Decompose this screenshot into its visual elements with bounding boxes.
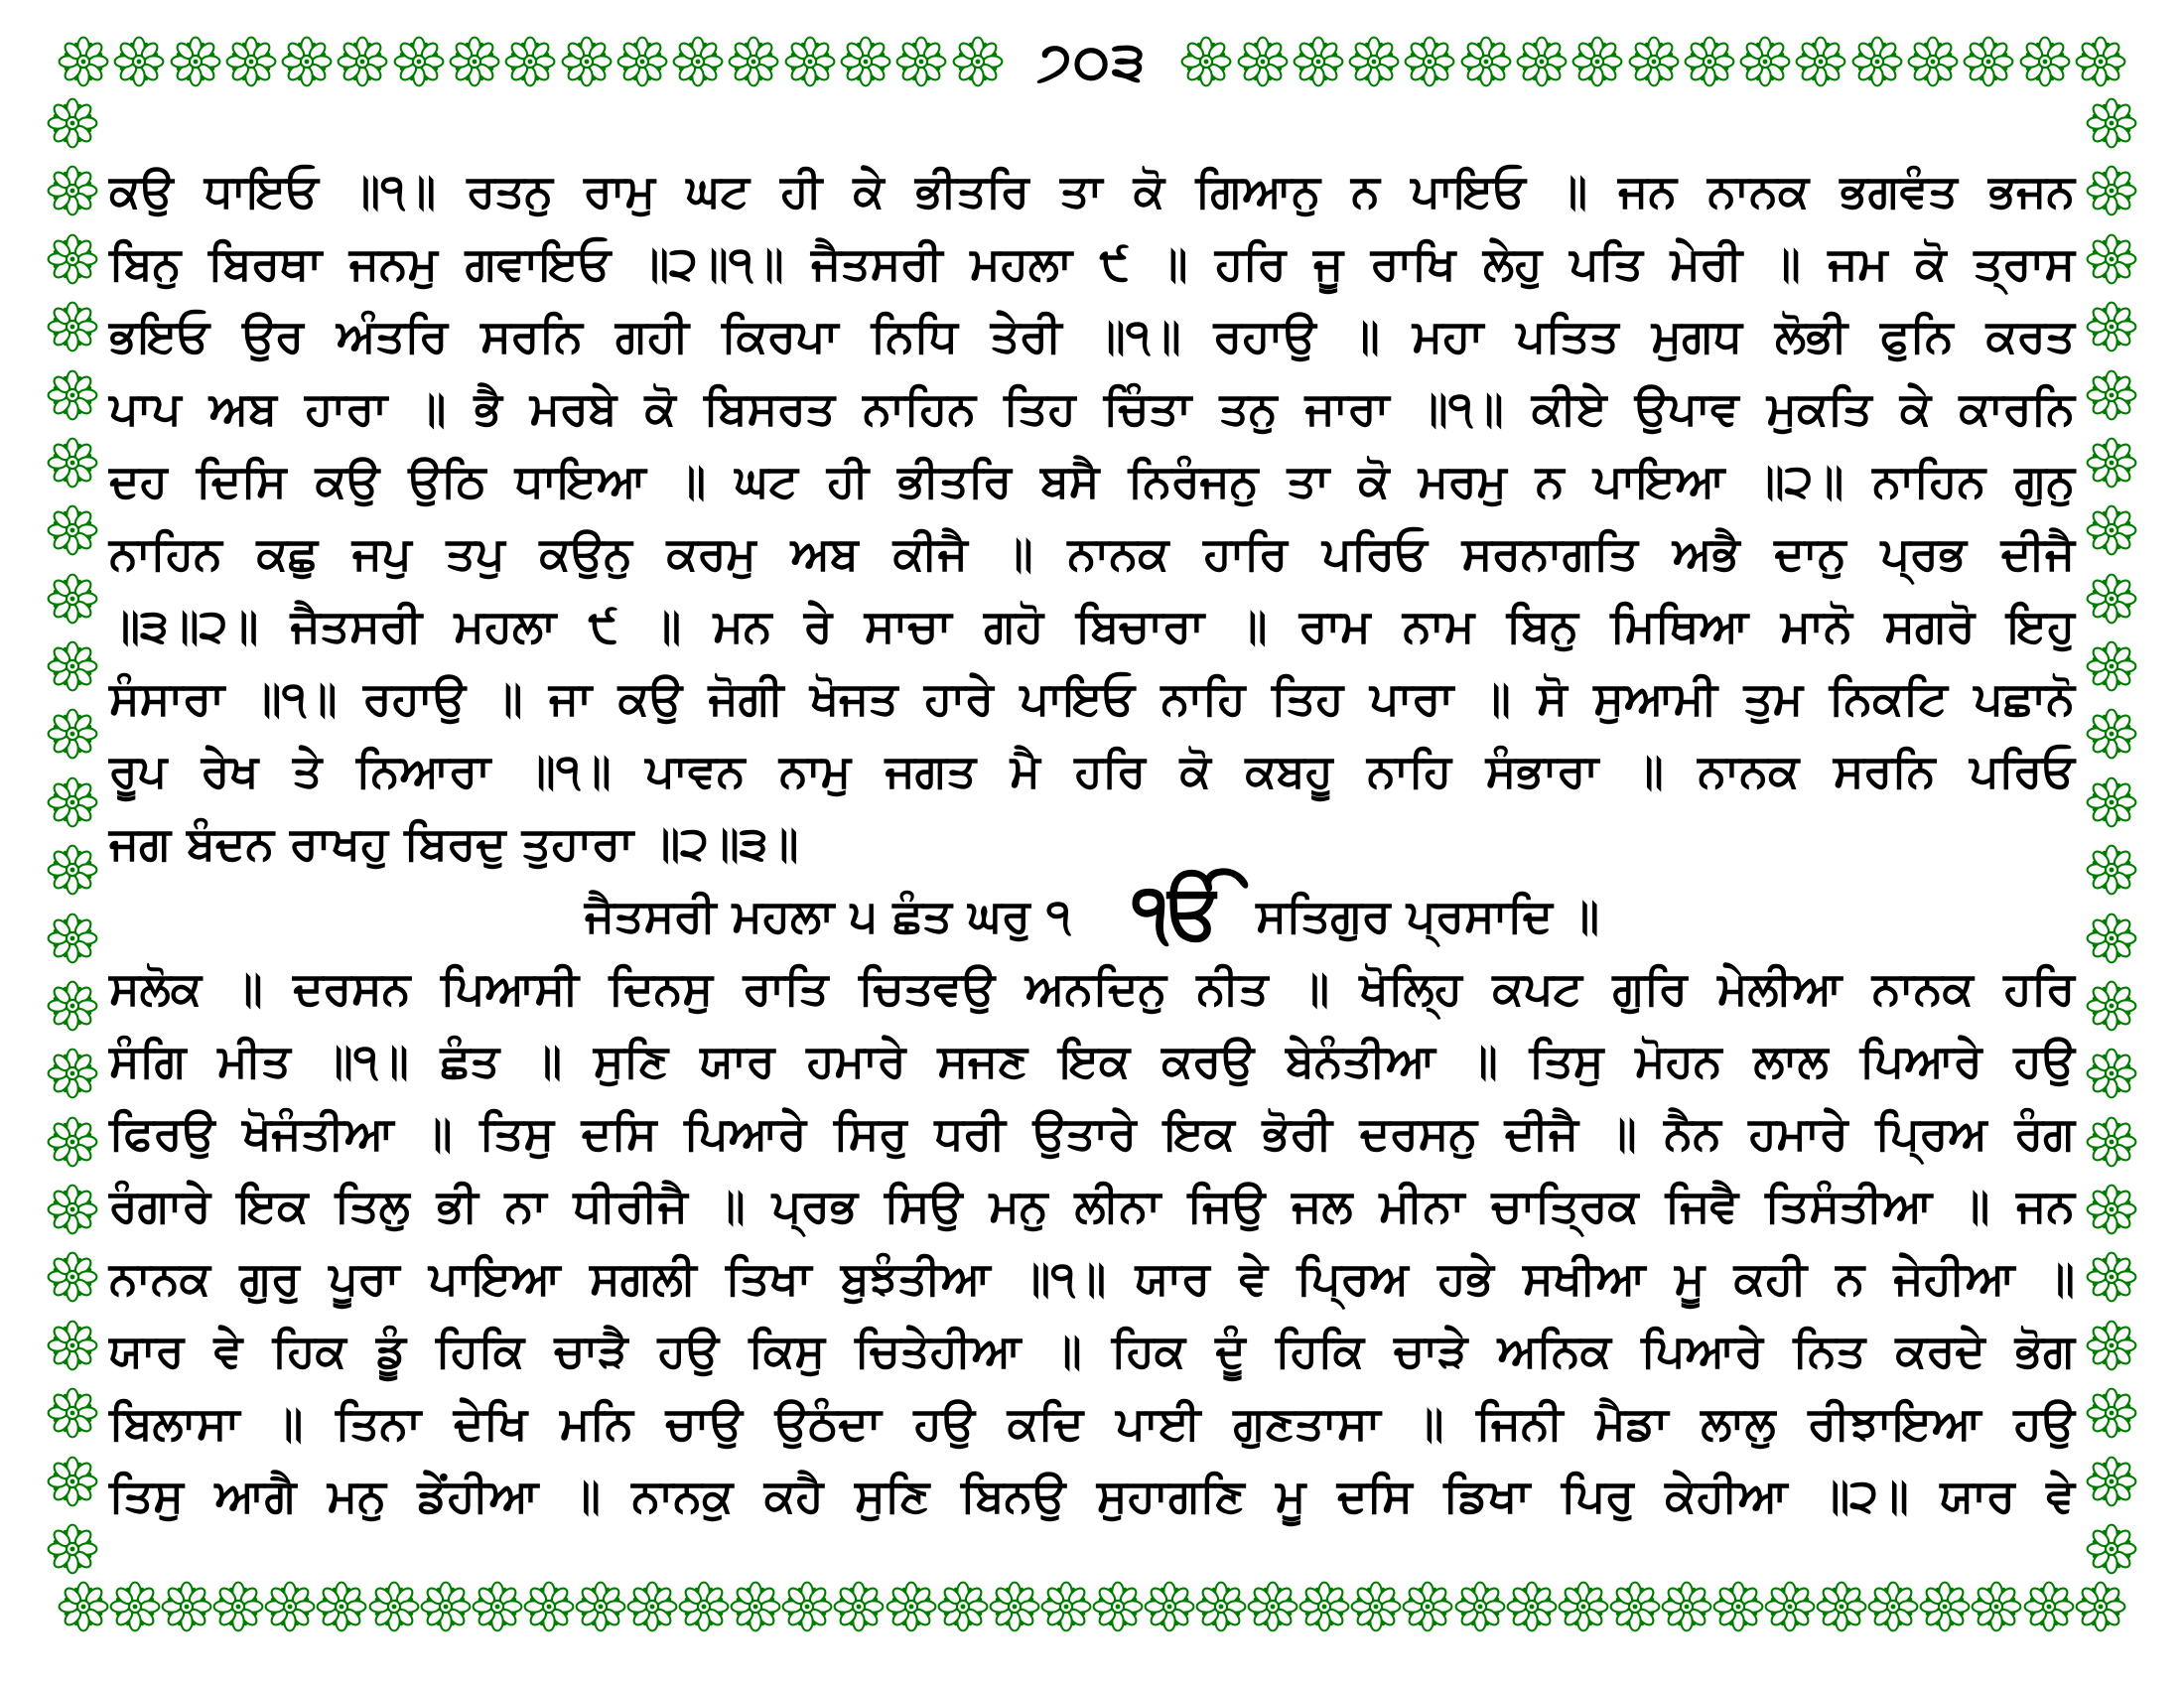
flower-ornament-icon [316,1581,367,1632]
text-line: ਸੰਸਾਰਾ ॥੧॥ ਰਹਾਉ ॥ ਜਾ ਕਉ ਜੋਗੀ ਖੋਜਤ ਹਾਰੇ ਪਾਇਓ ਨਾਹਿ ਤਿਹ ਪਾਰਾ ॥ ਸੋ ਸੁਆਮੀ ਤੁਮ ਨਿਕਟਿ ਪਛਾਨੋ [109,671,2075,725]
flower-ornament-icon [2086,369,2137,421]
flower-ornament-icon [1195,1581,1247,1632]
flower-ornament-icon [1739,36,1791,87]
text-line: ਰੂਪ ਰੇਖ ਤੇ ਨਿਆਰਾ ॥੧॥ ਪਾਵਨ ਨਾਮੁ ਜਗਤ ਮੈ ਹਰਿ ਕੋ ਕਬਹੂ ਨਾਹਿ ਸੰਭਾਰਾ ॥ ਨਾਨਕ ਸਰਨਿ ਪਰਿਓ [109,744,2075,797]
text-line: ਭਇਓ ਉਰ ਅੰਤਰਿ ਸਰਨਿ ਗਹੀ ਕਿਰਪਾ ਨਿਧਿ ਤੇਰੀ ॥੧॥ ਰਹਾਉ ॥ ਮਹਾ ਪਤਿਤ ਮੁਗਧ ਲੋਭੀ ਫੁਨਿ ਕਰਤ [109,309,2075,362]
flower-ornament-icon [937,1581,989,1632]
flower-ornament-icon [1454,1581,1506,1632]
flower-ornament-icon [47,708,98,760]
top-border-left-flowers [58,36,1004,87]
flower-ornament-icon [2086,437,2137,489]
flower-ornament-icon [1609,1581,1661,1632]
flower-ornament-icon [2086,1251,2137,1303]
flower-ornament-icon [2086,844,2137,896]
flower-ornament-icon [728,36,779,87]
flower-ornament-icon [368,1581,420,1632]
flower-ornament-icon [2086,1523,2137,1575]
flower-ornament-icon [58,36,109,87]
flower-ornament-icon [47,437,98,489]
text-line: ਰੰਗਾਰੇ ਇਕ ਤਿਲੁ ਭੀ ਨਾ ਧੀਰੀਜੈ ॥ ਪ੍ਰਭ ਸਿਉ ਮਨੁ ਲੀਨਾ ਜਿਉ ਜਲ ਮੀਨਾ ਚਾਤ੍ਰਿਕ ਜਿਵੈ ਤਿਸੰਤੀਆ ॥ ਜਨ [109,1179,2075,1232]
flower-ornament-icon [1144,1581,1195,1632]
flower-ornament-icon [1963,36,2014,87]
flower-ornament-icon [2086,776,2137,828]
flower-ornament-icon [225,36,277,87]
top-border-right-flowers [1180,36,2126,87]
flower-ornament-icon [672,36,724,87]
text-line: ਯਾਰ ਵੇ ਹਿਕ ਡੂੰ ਹਿਕਿ ਚਾੜੈ ਹਉ ਕਿਸੁ ਚਿਤੇਹੀਆ ॥ ਹਿਕ ਦੂੰ ਹਿਕਿ ਚਾੜੇ ਅਨਿਕ ਪਿਆਰੇ ਨਿਤ ਕਰਦੇ ਭੋਗ [109,1324,2075,1377]
text-line: ਨਾਨਕ ਗੁਰੁ ਪੂਰਾ ਪਾਇਆ ਸਗਲੀ ਤਿਖਾ ਬੁਝੰਤੀਆ ॥੧॥ ਯਾਰ ਵੇ ਪ੍ਰਿਅ ਹਭੇ ਸਖੀਆ ਮੂ ਕਹੀ ਨ ਜੇਹੀਆ ॥ [109,1251,2075,1305]
flower-ornament-icon [2086,913,2137,964]
flower-ornament-icon [840,36,891,87]
flower-ornament-icon [1816,1581,1867,1632]
flower-ornament-icon [420,1581,472,1632]
flower-ornament-icon [2086,165,2137,216]
flower-ornament-icon [2019,36,2071,87]
flower-ornament-icon [952,36,1004,87]
flower-ornament-icon [2086,1320,2137,1371]
flower-ornament-icon [47,233,98,285]
flower-ornament-icon [730,1581,781,1632]
flower-ornament-icon [1867,1581,1919,1632]
flower-ornament-icon [2086,233,2137,285]
flower-ornament-icon [47,844,98,896]
flower-ornament-icon [895,36,947,87]
flower-ornament-icon [2086,1456,2137,1507]
flower-ornament-icon [2086,708,2137,760]
flower-ornament-icon [1040,1581,1092,1632]
flower-ornament-icon [1247,1581,1298,1632]
flower-ornament-icon [47,573,98,625]
flower-ornament-icon [833,1581,885,1632]
bottom-border [58,1581,2126,1632]
text-line: ਪਾਪ ਅਬ ਹਾਰਾ ॥ ਭੈ ਮਰਬੇ ਕੋ ਬਿਸਰਤ ਨਾਹਿਨ ਤਿਹ ਚਿੰਤਾ ਤਨੁ ਜਾਰਾ ॥੧॥ ਕੀਏ ਉਪਾਵ ਮੁਕਤਿ ਕੇ ਕਾਰਨਿ [109,381,2075,435]
scripture-text-block [109,155,2075,1532]
flower-ornament-icon [47,776,98,828]
flower-ornament-icon [678,1581,730,1632]
page-number: ੭੦੩ [1036,30,1148,92]
flower-ornament-icon [161,1581,212,1632]
text-line: ਕਉ ਧਾਇਓ ॥੧॥ ਰਤਨੁ ਰਾਮੁ ਘਟ ਹੀ ਕੇ ਭੀਤਰਿ ਤਾ ਕੋ ਗਿਆਨੁ ਨ ਪਾਇਓ ॥ ਜਨ ਨਾਨਕ ਭਗਵੰਤ ਭਜਨ [109,164,2075,217]
flower-ornament-icon [393,36,445,87]
flower-ornament-icon [2075,36,2126,87]
flower-ornament-icon [1237,36,1289,87]
text-line: ਨਾਹਿਨ ਕਛੁ ਜਪੁ ਤਪੁ ਕਉਨੁ ਕਰਮੁ ਅਬ ਕੀਜੈ ॥ ਨਾਨਕ ਹਾਰਿ ਪਰਿਓ ਸਰਨਾਗਤਿ ਅਭੈ ਦਾਨੁ ਪ੍ਰਭ ਦੀਜੈ [109,526,2075,580]
flower-ornament-icon [1764,1581,1816,1632]
flower-ornament-icon [170,36,221,87]
text-line: ਤਿਸੁ ਆਗੈ ਮਨੁ ਡੇਂਹੀਆ ॥ ਨਾਨਕੁ ਕਹੈ ਸੁਣਿ ਬਿਨਉ ਸੁਹਾਗਣਿ ਮੂ ਦਸਿ ਡਿਖਾ ਪਿਰੁ ਕੇਹੀਆ ॥੨॥ ਯਾਰ ਵੇ [109,1469,2075,1522]
flower-ornament-icon [2086,573,2137,625]
flower-ornament-icon [47,913,98,964]
flower-ornament-icon [1298,1581,1350,1632]
flower-ornament-icon [1712,1581,1764,1632]
flower-ornament-icon [504,36,556,87]
flower-ornament-icon [47,1387,98,1439]
flower-ornament-icon [2086,1184,2137,1235]
flower-ornament-icon [1516,36,1568,87]
text-line: ਬਿਨੁ ਬਿਰਥਾ ਜਨਮੁ ਗਵਾਇਓ ॥੨॥੧॥ ਜੈਤਸਰੀ ਮਹਲਾ ੯ ॥ ਹਰਿ ਜੂ ਰਾਖਿ ਲੇਹੁ ਪਤਿ ਮੇਰੀ ॥ ਜਮ ਕੋ ਤ੍ਰਾਸ [109,236,2075,290]
flower-ornament-icon [1907,36,1959,87]
flower-ornament-icon [561,36,613,87]
flower-ornament-icon [2075,1581,2126,1632]
top-border [58,30,2126,92]
flower-ornament-icon [2086,640,2137,692]
flower-ornament-icon [2086,980,2137,1032]
flower-ornament-icon [47,640,98,692]
flower-ornament-icon [1971,1581,2022,1632]
flower-ornament-icon [1293,36,1344,87]
flower-ornament-icon [989,1581,1040,1632]
flower-ornament-icon [113,36,165,87]
flower-ornament-icon [47,97,98,149]
flower-ornament-icon [1460,36,1512,87]
flower-ornament-icon [47,1523,98,1575]
flower-ornament-icon [47,165,98,216]
flower-ornament-icon [2086,1116,2137,1168]
flower-ornament-icon [1506,1581,1558,1632]
text-line: ਸੰਗਿ ਮੀਤ ॥੧॥ ਛੰਤ ॥ ਸੁਣਿ ਯਾਰ ਹਮਾਰੇ ਸਜਣ ਇਕ ਕਰਉ ਬੇਨੰਤੀਆ ॥ ਤਿਸੁ ਮੋਹਨ ਲਾਲ ਪਿਆਰੇ ਹਉ [109,1034,2075,1087]
flower-ornament-icon [58,1581,109,1632]
left-border [44,97,101,1575]
flower-ornament-icon [1558,1581,1609,1632]
flower-ornament-icon [1348,36,1400,87]
flower-ornament-icon [264,1581,316,1632]
flower-ornament-icon [2086,1387,2137,1439]
text-line: ਦਹ ਦਿਸਿ ਕਉ ਉਠਿ ਧਾਇਆ ॥ ਘਟ ਹੀ ਭੀਤਰਿ ਬਸੈ ਨਿਰੰਜਨੁ ਤਾ ਕੋ ਮਰਮੁ ਨ ਪਾਇਆ ॥੨॥ ਨਾਹਿਨ ਗੁਨੁ [109,454,2075,507]
flower-ornament-icon [1795,36,1846,87]
flower-ornament-icon [1092,1581,1144,1632]
flower-ornament-icon [47,1251,98,1303]
flower-ornament-icon [784,36,836,87]
flower-ornament-icon [281,36,333,87]
flower-ornament-icon [47,1116,98,1168]
flower-ornament-icon [2086,301,2137,352]
flower-ornament-icon [47,1456,98,1507]
flower-ornament-icon [47,1048,98,1099]
flower-ornament-icon [781,1581,833,1632]
flower-ornament-icon [47,980,98,1032]
flower-ornament-icon [1350,1581,1402,1632]
text-line: ਫਿਰਉ ਖੋਜੰਤੀਆ ॥ ਤਿਸੁ ਦਸਿ ਪਿਆਰੇ ਸਿਰੁ ਧਰੀ ਉਤਾਰੇ ਇਕ ਭੋਰੀ ਦਰਸਨੁ ਦੀਜੈ ॥ ਨੈਨ ਹਮਾਰੇ ਪ੍ਰਿਅ ਰੰਗ [109,1106,2075,1160]
flower-ornament-icon [1628,36,1680,87]
flower-ornament-icon [47,1320,98,1371]
flower-ornament-icon [1661,1581,1712,1632]
flower-ornament-icon [1180,36,1232,87]
flower-ornament-icon [47,301,98,352]
text-line: ਜਗ ਬੰਦਨ ਰਾਖਹੁ ਬਿਰਦੁ ਤੁਹਾਰਾ ॥੨॥੩॥ [109,816,799,870]
flower-ornament-icon [616,36,668,87]
flower-ornament-icon [109,1581,161,1632]
flower-ornament-icon [1851,36,1903,87]
flower-ornament-icon [2023,1581,2075,1632]
ik-onkar-symbol: ੴ [1132,867,1225,955]
flower-ornament-icon [523,1581,575,1632]
flower-ornament-icon [2086,97,2137,149]
section-heading-invocation: ਸਤਿਗੁਰ ਪ੍ਰਸਾਦਿ ॥ [1256,889,1599,942]
flower-ornament-icon [47,504,98,556]
flower-ornament-icon [1571,36,1623,87]
flower-ornament-icon [337,36,388,87]
text-line: ਸਲੋਕ ॥ ਦਰਸਨ ਪਿਆਸੀ ਦਿਨਸੁ ਰਾਤਿ ਚਿਤਵਉ ਅਨਦਿਨੁ ਨੀਤ ॥ ਖੋਲ੍ਹਿ ਕਪਟ ਗੁਰਿ ਮੇਲੀਆ ਨਾਨਕ ਹਰਿ [109,961,2075,1015]
right-border [2083,97,2140,1575]
flower-ornament-icon [1919,1581,1971,1632]
flower-ornament-icon [472,1581,523,1632]
flower-ornament-icon [2086,1048,2137,1099]
flower-ornament-icon [212,1581,264,1632]
flower-ornament-icon [1402,1581,1453,1632]
text-line: ਬਿਲਾਸਾ ॥ ਤਿਨਾ ਦੇਖਿ ਮਨਿ ਚਾਉ ਉਠੰਦਾ ਹਉ ਕਦਿ ਪਾਈ ਗੁਣਤਾਸਾ ॥ ਜਿਨੀ ਮੈਡਾ ਲਾਲੁ ਰੀਝਾਇਆ ਹਉ [109,1396,2075,1450]
text-line: ॥੩॥੨॥ ਜੈਤਸਰੀ ਮਹਲਾ ੯ ॥ ਮਨ ਰੇ ਸਾਚਾ ਗਹੋ ਬਿਚਾਰਾ ॥ ਰਾਮ ਨਾਮ ਬਿਨੁ ਮਿਥਿਆ ਮਾਨੋ ਸਗਰੋ ਇਹੁ [109,599,2075,652]
flower-ornament-icon [2086,504,2137,556]
flower-ornament-icon [47,1184,98,1235]
flower-ornament-icon [47,369,98,421]
section-heading-line [109,867,2075,955]
section-heading-title: ਜੈਤਸਰੀ ਮਹਲਾ ੫ ਛੰਤ ਘਰੁ ੧ [585,889,1071,942]
flower-ornament-icon [886,1581,937,1632]
flower-ornament-icon [575,1581,626,1632]
flower-ornament-icon [626,1581,678,1632]
flower-ornament-icon [1684,36,1735,87]
flower-ornament-icon [449,36,500,87]
flower-ornament-icon [1404,36,1455,87]
